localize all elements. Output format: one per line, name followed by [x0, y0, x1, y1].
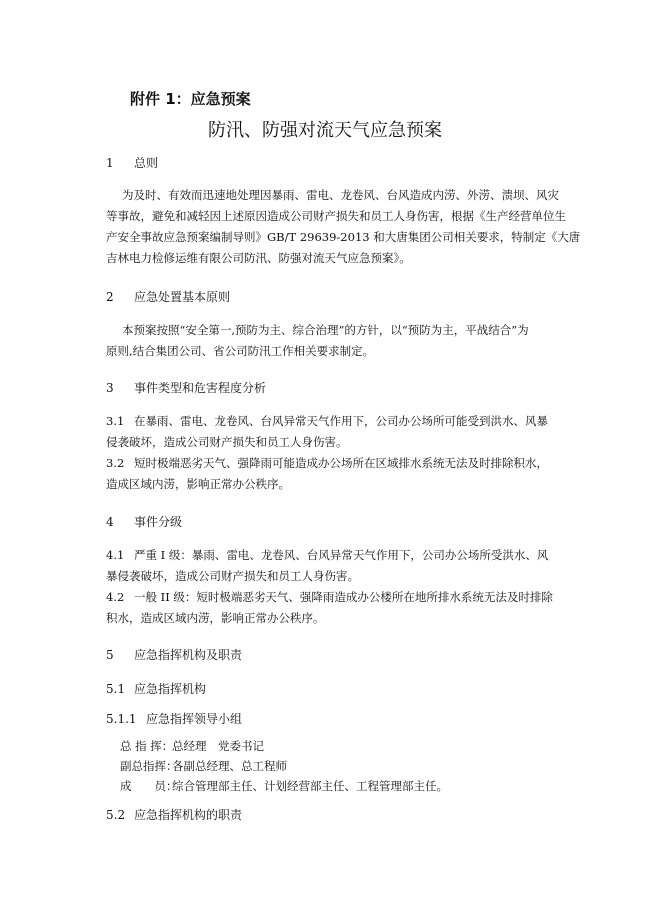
- paragraph-line: 在暴雨、雷电、龙卷风、台风异常天气作用下，公司办公场所可能受到洪水、风暴: [134, 414, 548, 428]
- team-row-members: [120, 778, 448, 794]
- team-role: 副总指挥：: [120, 759, 178, 773]
- section-1-heading: [106, 154, 158, 171]
- list-item: [106, 545, 553, 566]
- paragraph-line: 产安全事故应急预案编制导则》GB/T 29639-2013 和大唐集团公司相关要求，特制定《大唐: [106, 230, 581, 244]
- team-row-commander: [120, 738, 264, 754]
- section-title: 应急指挥机构的职责: [134, 808, 243, 822]
- paragraph-line: 侵袭破坏，造成公司财产损失和员工人身伤害。: [106, 435, 348, 449]
- section-title: 总则: [134, 156, 159, 170]
- paragraph-line: 为及时、有效而迅速地处理因暴雨、雷电、龙卷风、台风造成内涝、外涝、溃坝、风灾: [122, 188, 559, 202]
- section-number: 5: [106, 648, 114, 662]
- section-4-body: [106, 545, 553, 629]
- item-number: 4.1: [106, 548, 125, 562]
- attachment-heading: 附件 1：应急预案: [130, 90, 251, 108]
- section-4-heading: [106, 513, 182, 530]
- paragraph-line: 本预案按照“安全第一,预防为主、综合治理”的方针，以“预防为主，平战结合”为: [122, 323, 529, 337]
- team-value: 综合管理部主任、计划经营部主任、工程管理部主任。: [172, 779, 448, 793]
- item-number: 4.2: [106, 590, 125, 604]
- paragraph-line: 吉林电力检修运维有限公司防汛、防强对流天气应急预案》。: [106, 251, 411, 265]
- section-number: 5.2: [106, 808, 126, 822]
- team-value: 总经理 党委书记: [172, 739, 264, 753]
- team-value: 各副总经理、总工程师: [172, 759, 287, 773]
- section-2-body: [106, 320, 529, 362]
- section-title: 事件分级: [134, 515, 183, 529]
- section-title: 应急指挥领导小组: [146, 712, 243, 726]
- section-5-heading: [106, 646, 242, 663]
- list-item: [106, 453, 548, 474]
- paragraph-line: 造成区域内涝，影响正常办公秩序。: [106, 477, 290, 491]
- team-role: 成 员：: [120, 779, 178, 793]
- list-item: [106, 411, 548, 432]
- section-1-body: [106, 185, 580, 269]
- section-title: 应急指挥机构: [134, 682, 207, 696]
- section-2-heading: [106, 288, 230, 305]
- item-number: 3.1: [106, 414, 125, 428]
- section-title: 应急处置基本原则: [134, 290, 231, 304]
- team-role: 总 指 挥：: [120, 739, 174, 753]
- paragraph-line: 暴侵袭破坏，造成公司财产损失和员工人身伤害。: [106, 569, 359, 583]
- subsection-5-2-heading: [106, 806, 242, 823]
- document-title: 防汛、防强对流天气应急预案: [208, 120, 442, 141]
- section-number: 4: [106, 515, 114, 529]
- list-item: [106, 587, 553, 608]
- team-row-deputy: [120, 758, 287, 774]
- section-number: 5.1: [106, 682, 126, 696]
- paragraph-line: 原则,结合集团公司、省公司防汛工作相关要求制定。: [106, 344, 375, 358]
- paragraph-line: 一般 II 级：短时极端恶劣天气、强降雨造成办公楼所在地所排水系统无法及时排除: [134, 590, 553, 604]
- section-title: 应急指挥机构及职责: [134, 648, 243, 662]
- item-number: 3.2: [106, 456, 125, 470]
- section-3-heading: [106, 379, 266, 396]
- section-3-body: [106, 411, 548, 495]
- section-number: 2: [106, 290, 114, 304]
- section-number: 1: [106, 156, 114, 170]
- subsection-5-1-1-heading: [106, 710, 242, 727]
- section-number: 3: [106, 381, 114, 395]
- section-number: 5.1.1: [106, 712, 137, 726]
- paragraph-line: 严重 I 级：暴雨、雷电、龙卷风、台风异常天气作用下，公司办公场所受洪水、风: [134, 548, 549, 562]
- paragraph-line: 短时极端恶劣天气、强降雨可能造成办公场所在区域排水系统无法及时排除积水，: [134, 456, 548, 470]
- paragraph-line: 等事故，避免和减轻因上述原因造成公司财产损失和员工人身伤害，根据《生产经营单位生: [106, 209, 566, 223]
- subsection-5-1-heading: [106, 680, 206, 697]
- paragraph-line: 积水，造成区域内涝，影响正常办公秩序。: [106, 611, 325, 625]
- section-title: 事件类型和危害程度分析: [134, 381, 267, 395]
